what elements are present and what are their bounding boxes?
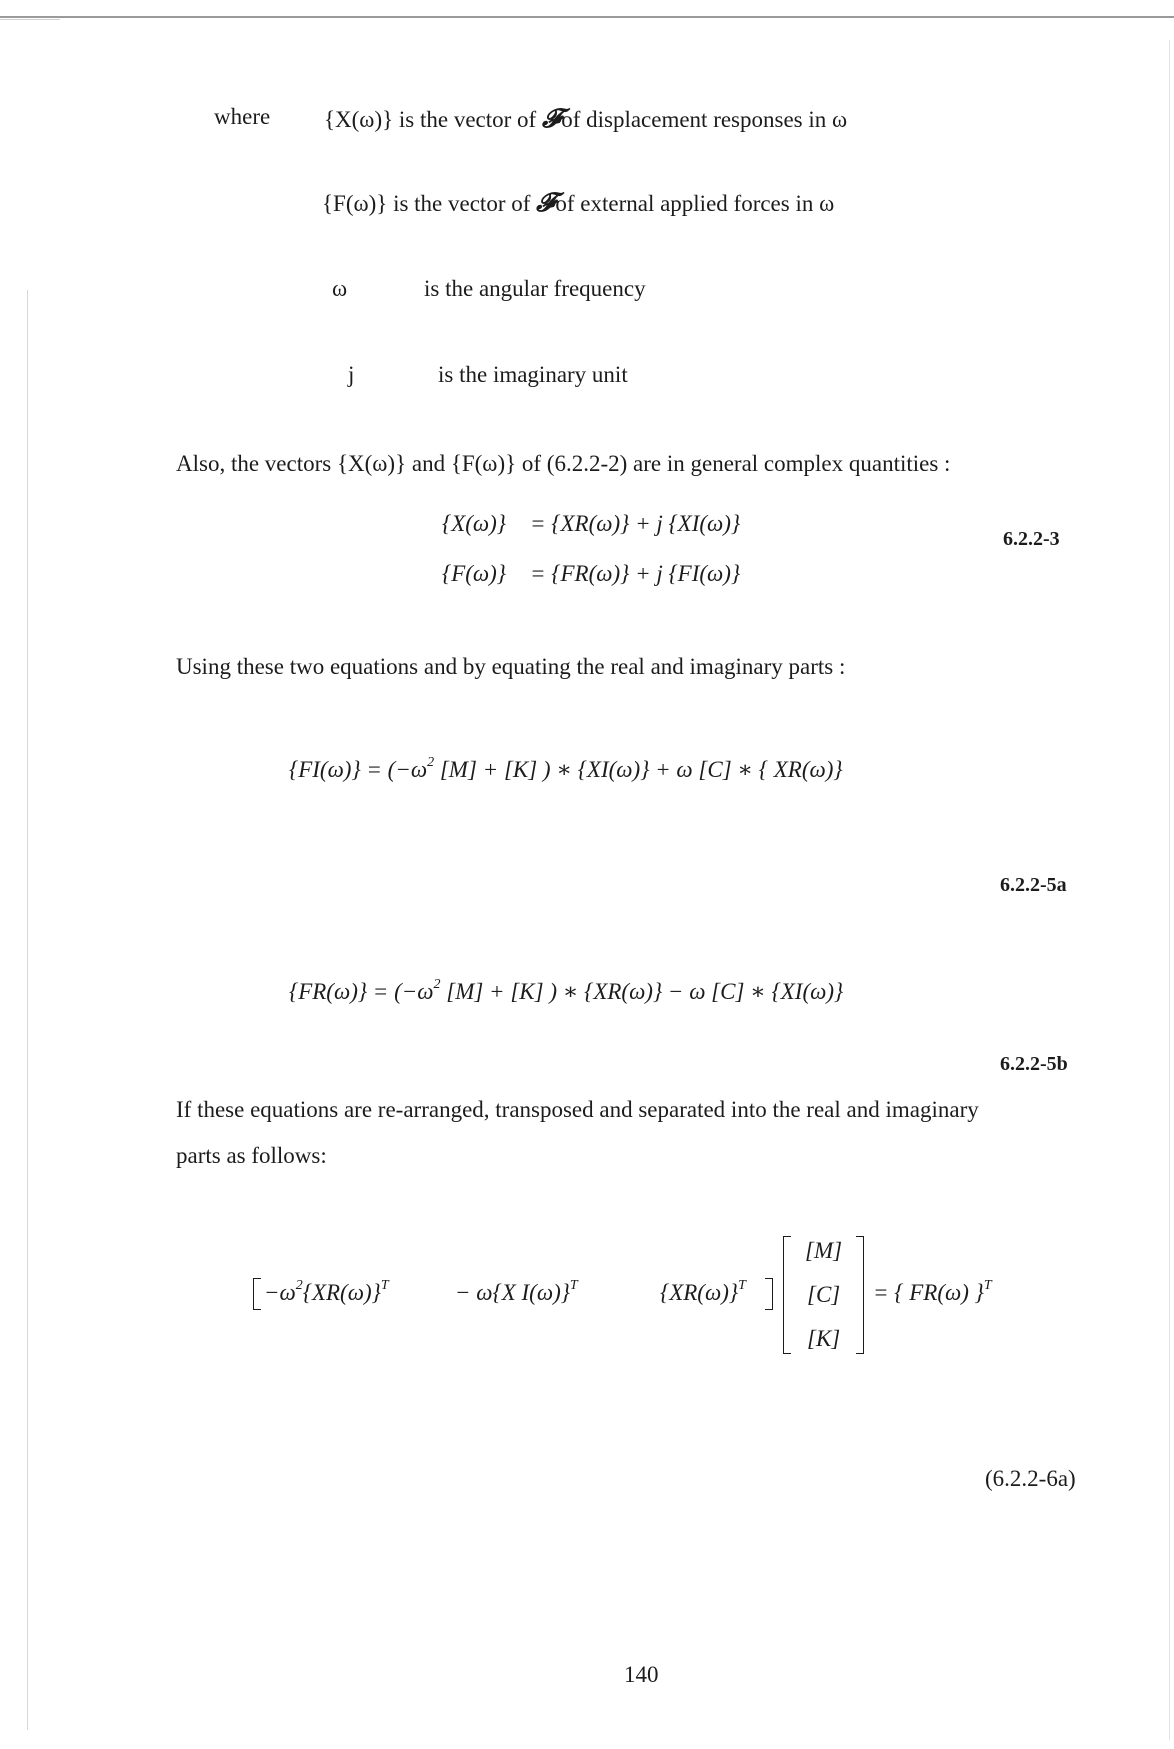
vector-entry-c: [C] bbox=[807, 1282, 841, 1307]
fourier-script-symbol: 𝓕 bbox=[541, 104, 562, 134]
definition-text: is the angular frequency bbox=[424, 276, 646, 301]
page-number: 140 bbox=[624, 1662, 659, 1687]
eq3-line1-lhs: {X(ω)} bbox=[442, 511, 507, 536]
eq5a-part: [M] + [K] ) ∗ {XI(ω)} + ω [C] ∗ { XR(ω)} bbox=[434, 757, 843, 782]
definition-text: is the vector of bbox=[398, 107, 537, 132]
eq5a-part: {FI(ω)} = (−ω bbox=[289, 757, 428, 782]
definition-symbol: ω bbox=[332, 276, 348, 301]
eq6a-transpose: T bbox=[380, 1278, 389, 1294]
equation-label: (6.2.2-6a) bbox=[985, 1466, 1076, 1491]
vector-entry-k: [K] bbox=[807, 1326, 841, 1351]
definition-text: is the imaginary unit bbox=[438, 362, 628, 387]
eq3-line2-rhs: = {FR(ω)} + j {FI(ω)} bbox=[530, 561, 741, 586]
paragraph-if-line2: parts as follows: bbox=[176, 1143, 327, 1168]
top-border-line bbox=[0, 16, 1174, 18]
definition-symbol: j bbox=[348, 362, 355, 387]
eq6a-rhs bbox=[873, 1280, 992, 1306]
paragraph-using: Using these two equations and by equating the real and imaginary parts : bbox=[176, 654, 846, 679]
definition-text: is the vector of bbox=[393, 191, 531, 216]
eq5b-part: [M] + [K] ) ∗ {XR(ω)} − ω [C] ∗ {XI(ω)} bbox=[440, 979, 844, 1004]
scan-left-edge bbox=[27, 290, 28, 1730]
eq6a-part: {XR(ω)} bbox=[660, 1280, 739, 1305]
top-border-mark bbox=[0, 19, 60, 20]
eq3-line2-lhs: {F(ω)} bbox=[442, 561, 507, 586]
definition-symbol: {X(ω)} bbox=[324, 107, 394, 132]
paragraph-if-line1: If these equations are re-arranged, transposed and separated into the real and imaginary bbox=[176, 1097, 979, 1122]
eq6a-part: = { FR(ω) } bbox=[873, 1280, 984, 1305]
equation-label: 6.2.2-5b bbox=[1000, 1053, 1068, 1075]
where-label: where bbox=[214, 104, 271, 129]
eq6a-term1 bbox=[264, 1280, 389, 1306]
equation-label: 6.2.2-3 bbox=[1003, 528, 1060, 550]
definition-text: of displacement responses in ω bbox=[561, 107, 848, 132]
equation-label: 6.2.2-5a bbox=[1000, 874, 1067, 896]
eq6a-transpose: T bbox=[738, 1278, 746, 1294]
eq6a-part: {XR(ω)} bbox=[302, 1280, 381, 1305]
right-bracket bbox=[765, 1278, 773, 1310]
definition-row-2 bbox=[322, 188, 834, 219]
vector-left-bracket bbox=[783, 1236, 791, 1354]
eq6a-term2 bbox=[455, 1280, 578, 1306]
eq5b-exponent: 2 bbox=[433, 977, 441, 993]
eq6a-transpose: T bbox=[569, 1278, 578, 1294]
vector-entry-m: [M] bbox=[805, 1238, 843, 1263]
vector-right-bracket bbox=[856, 1236, 864, 1354]
eq6a-part: −ω bbox=[264, 1280, 296, 1305]
equation-5b bbox=[289, 979, 843, 1005]
eq3-line1-rhs: = {XR(ω)} + j {XI(ω)} bbox=[530, 511, 741, 536]
left-bracket bbox=[253, 1278, 261, 1310]
eq5a-exponent: 2 bbox=[427, 755, 435, 771]
equation-5a bbox=[289, 757, 843, 783]
eq6a-transpose: T bbox=[983, 1278, 992, 1294]
definition-text: of external applied forces in ω bbox=[555, 191, 835, 216]
eq6a-part: − ω{X I(ω)} bbox=[455, 1280, 570, 1305]
scan-right-edge bbox=[1169, 40, 1170, 1740]
definition-symbol: {F(ω)} bbox=[322, 191, 388, 216]
fourier-script-symbol: 𝓕 bbox=[536, 188, 556, 218]
eq6a-exponent: 2 bbox=[295, 1278, 303, 1294]
eq5b-part: {FR(ω)} = (−ω bbox=[289, 979, 434, 1004]
paragraph-also: Also, the vectors {X(ω)} and {F(ω)} of (6.2.2-2) are in general complex quantities : bbox=[176, 451, 951, 476]
definition-row-1 bbox=[324, 104, 847, 135]
eq6a-term3 bbox=[660, 1280, 746, 1306]
